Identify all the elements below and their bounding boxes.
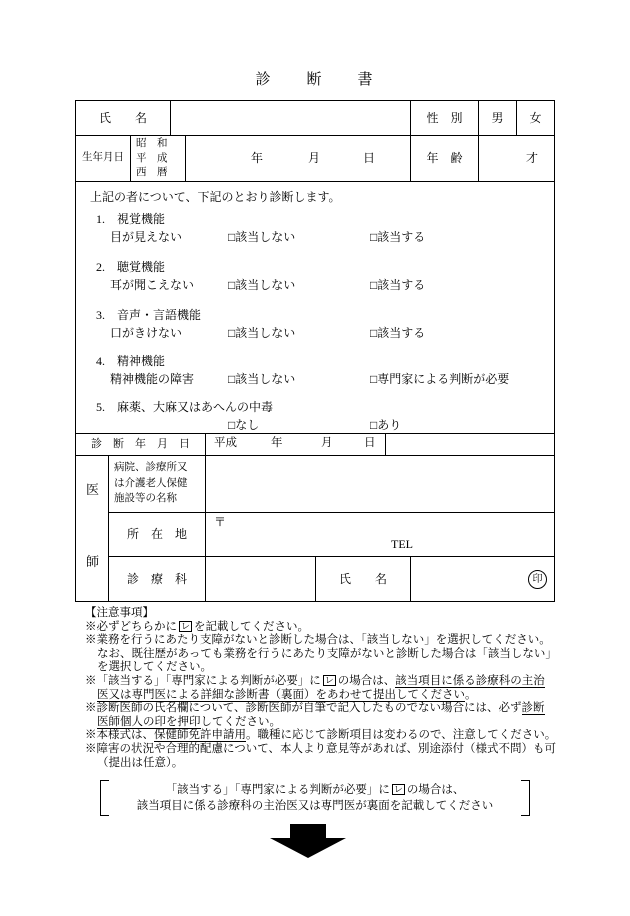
item-checkbox-expert-judgement[interactable]: □専門家による判断が必要: [370, 372, 510, 386]
sex-label: 性 別: [411, 101, 479, 136]
item-checkbox-present[interactable]: □あり: [370, 418, 402, 432]
item-checkbox-applicable[interactable]: □該当する: [370, 278, 426, 292]
item-number: 4.: [96, 354, 105, 368]
dob-month-label: 月: [308, 151, 321, 165]
item-title: 麻薬、大麻又はあへんの中毒: [117, 400, 274, 414]
bracket-note: [100, 780, 530, 816]
tel-label: TEL: [391, 537, 413, 551]
right-bracket: [520, 780, 530, 816]
item-title: 精神機能: [117, 354, 166, 368]
item-title: 音声・言語機能: [117, 308, 202, 322]
note-line: （提出は任意）。: [97, 756, 184, 769]
era-heisei[interactable]: 平 成: [136, 152, 168, 164]
age-input-cell[interactable]: [479, 136, 554, 182]
item-checkbox-not-applicable[interactable]: □該当しない: [228, 372, 296, 386]
item-number: 3.: [96, 308, 105, 322]
dob-day-label: 日: [363, 151, 376, 165]
sex-option-female[interactable]: 女: [517, 101, 554, 136]
item-checkbox-none[interactable]: □なし: [228, 418, 260, 432]
dob-label: 生年月日: [76, 136, 131, 182]
item-sub: 目が見えない: [110, 230, 183, 244]
note-line: を選択してください。: [97, 661, 212, 674]
doctor-name-label: 氏 名: [316, 557, 411, 601]
dob-date-cell[interactable]: [186, 136, 411, 182]
note-line: 医又は専門医による詳細な診断書（裏面）をあわせて提出してください。: [97, 688, 477, 701]
down-arrow-icon: [270, 824, 346, 863]
age-unit: 才: [525, 151, 538, 165]
item-sub: 口がきけない: [110, 326, 183, 340]
note-line: ※障害の状況や合理的配慮について、本人より意見等があれば、別途添付（様式不問）も可: [85, 742, 557, 755]
item-number: 1.: [96, 212, 105, 226]
note-line: ※「該当する」「専門家による判断が必要」に レ の場合は、該当項目に係る診療科の主治: [85, 674, 545, 687]
name-label: 氏 名: [76, 101, 171, 136]
diagnosis-date-label: 診 断 年 月 日: [76, 434, 206, 456]
diagnosis-intro: 上記の者について、下記のとおり診断します。: [90, 190, 341, 204]
item-title: 聴覚機能: [117, 260, 166, 274]
diagnosis-date-month: 月: [321, 437, 333, 449]
item-checkbox-applicable[interactable]: □該当する: [370, 326, 426, 340]
diagnosis-date-cell[interactable]: [206, 434, 386, 456]
left-bracket: [100, 780, 110, 816]
age-label: 年 齢: [411, 136, 479, 182]
doctor-label-char-2: 師: [85, 554, 99, 569]
item-number: 5.: [96, 400, 105, 414]
doctor-label-char-1: 医: [85, 482, 99, 497]
era-options[interactable]: [131, 136, 186, 182]
bracket-note-line: 該当項目に係る診療科の主治医又は専門医が裏面を記載してください: [136, 800, 494, 812]
hospital-name-label: 病院、診療所又 は介護老人保健 施設等の名称: [109, 456, 206, 513]
diagnosis-date-day: 日: [364, 437, 376, 449]
form-title: 診 断 書: [255, 72, 375, 88]
note-line: ※必ずどちらかに レ を記載してください。: [85, 620, 310, 633]
note-line: ※業務を行うにあたり支障がないと診断した場合は、「該当しない」を選択してください。: [85, 634, 551, 647]
item-checkbox-not-applicable[interactable]: □該当しない: [228, 230, 296, 244]
era-showa[interactable]: 昭 和: [136, 138, 168, 149]
item-checkbox-not-applicable[interactable]: □該当しない: [228, 278, 296, 292]
address-input-cell[interactable]: [206, 513, 554, 557]
hospital-name-input-cell[interactable]: [206, 456, 554, 513]
note-line: 医師個人の印を押印してください。: [97, 715, 281, 728]
item-checkbox-not-applicable[interactable]: □該当しない: [228, 326, 296, 340]
department-input-cell[interactable]: [206, 557, 316, 601]
item-sub: 精神機能の障害: [110, 372, 195, 386]
form-table: [75, 100, 555, 602]
bracket-note-line: 「該当する」「専門家による判断が必要」に レ の場合は、: [165, 784, 465, 796]
sex-option-male[interactable]: 男: [479, 101, 517, 136]
postal-mark: 〒: [214, 515, 227, 529]
seal-mark: 印: [528, 570, 547, 589]
diagnosis-date-year: 年: [271, 437, 283, 449]
item-title: 視覚機能: [117, 212, 166, 226]
note-line: ※診断医師の氏名欄について、診断医師が自筆で記入したものでない場合には、必ず診断: [85, 702, 545, 715]
doctor-section-label: [76, 456, 109, 601]
item-checkbox-applicable[interactable]: □該当する: [370, 230, 426, 244]
note-line: ※本様式は、保健師免許申請用。職種に応じて診断項目は変わるので、注意してください。: [85, 729, 557, 742]
notes-section: [85, 607, 560, 770]
diagnosis-date-era: 平成: [214, 437, 237, 449]
era-seireki[interactable]: 西 暦: [136, 167, 168, 178]
department-label: 診 療 科: [109, 557, 206, 601]
name-input-cell[interactable]: [171, 101, 411, 136]
doctor-name-input-cell[interactable]: [411, 557, 554, 601]
item-sub: 耳が聞こえない: [110, 278, 195, 292]
diagnosis-date-empty-cell: [386, 434, 554, 456]
address-label: 所 在 地: [109, 513, 206, 557]
note-line: なお、既往歴があっても業務を行うにあたり支障がないと診断した場合は「該当しない」: [97, 647, 557, 660]
dob-year-label: 年: [251, 151, 264, 165]
diagnosis-section: [76, 182, 554, 434]
notes-header: 【注意事項】: [85, 607, 154, 619]
item-number: 2.: [96, 260, 105, 274]
